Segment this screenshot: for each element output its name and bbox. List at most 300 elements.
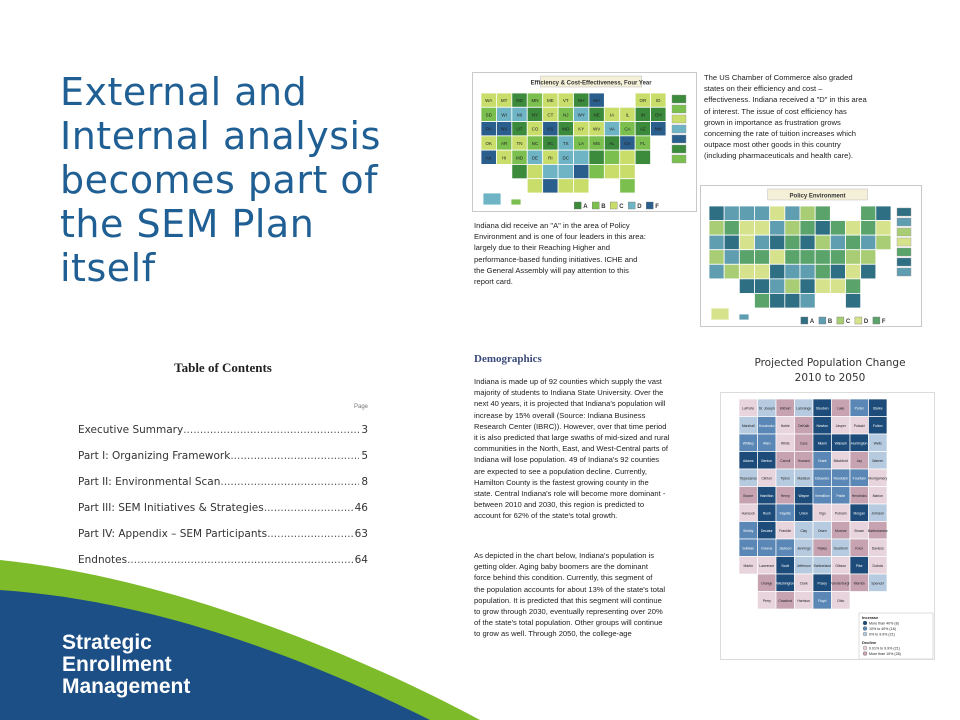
state-shape-hawaii [739,314,749,320]
county-label: Monroe [835,528,847,533]
state-label: OH [654,112,662,118]
county-label: Pulaski [853,423,865,428]
county-label: Decatur [760,528,773,533]
text-line: next 40 years, it is projected that Indiana's population will [474,399,666,409]
title-line: itself [60,246,156,290]
brand-line: Enrollment [62,653,172,676]
text-line: getting older. Aging baby boomers are the dominant [474,562,648,572]
state-label: VA [609,126,615,132]
population-legend-increase-title: Increase [862,615,879,620]
sidebar-state-box [897,268,911,276]
state-shape [815,235,830,250]
text-line: Indiana is made up of 92 counties which supply the vast [474,377,662,386]
sidebar-state-box [672,115,686,123]
county-label: LaGrange [796,406,812,411]
state-label: VT [562,98,569,104]
grade-legend-label: F [655,204,659,210]
grade-legend-swatch [610,202,617,209]
state-label: GA [624,141,631,146]
county-label: Lawrence [759,563,775,568]
county-label: Parke [836,493,846,498]
population-legend-label: More than 10% (28) [869,652,901,656]
state-shape [800,250,815,265]
county-label: Adams [742,458,754,463]
demographics-heading: Demographics [474,353,542,365]
state-shape [739,221,754,236]
county-label: Vermillion [814,493,830,498]
state-label: MS [593,141,600,146]
county-label: Montgomery [868,476,888,481]
county-label: Rush [762,511,771,516]
text-line: of the state's total population. Other groups will continue [474,618,663,628]
state-label: CA [624,126,631,132]
text-line: the population accounts for about 13% of the state's total [474,584,666,594]
state-label: AK [485,155,492,161]
county-label: LaPorte [742,406,755,411]
toc-entry-page: 3 [361,424,368,436]
toc-entry-label: Part IV: Appendix – SEM Participants [78,528,268,540]
county-label: Warrick [853,581,865,586]
text-line: between 2010 and 2030, this region is predicted to [474,500,645,510]
grade-legend-swatch [801,317,808,324]
state-label: OR [639,98,647,104]
state-shape [770,293,785,308]
state-shape [846,250,861,265]
toc-entry-page: 64 [354,554,368,566]
population-legend-swatch [863,646,867,650]
county-label: Owen [817,528,827,533]
state-shape [589,164,604,178]
text-line: of interest. The issue of cost efficiency has [704,106,847,116]
county-label: Scott [781,563,790,568]
state-label: AL [609,141,615,146]
state-label: DC [562,155,570,161]
sidebar-state-box [897,218,911,226]
grade-legend-label: C [619,204,624,210]
text-line: largely due to their Reaching Higher and [474,243,610,253]
state-label: ID [656,98,661,104]
grade-legend-swatch [837,317,844,324]
state-label: CO [531,126,539,132]
state-shape [770,206,785,221]
state-shape [785,293,800,308]
text-line: report card. [474,277,513,287]
sidebar-state-box [672,125,686,133]
state-shape [785,250,800,265]
population-legend-label: 10% to 40% (18) [869,627,896,631]
toc-entry [78,514,368,540]
state-shape [770,264,785,279]
state-shape [620,164,635,178]
state-shape [830,264,845,279]
toc-page-header: Page [353,404,368,410]
county-label: Jennings [796,546,811,551]
county-label: Kosciusko [759,423,775,428]
county-label: Dubois [872,563,884,568]
state-shape [876,206,891,221]
state-shape [604,150,619,164]
population-map-title [720,356,940,386]
county-label: Washington [776,581,795,586]
state-shape [815,279,830,294]
state-shape-alaska [483,193,501,205]
state-shape [724,235,739,250]
county-label: Starke [872,406,883,411]
county-label: Vanderburgh [831,581,851,586]
state-label: NE [593,112,600,118]
population-map-svg [721,393,935,660]
state-shape [527,164,542,178]
state-shape [709,221,724,236]
state-shape [800,235,815,250]
county-label: Daviess [871,546,884,551]
county-label: Hamilton [760,493,774,498]
population-legend-swatch [863,632,867,636]
state-shape [709,235,724,250]
county-label: Clay [800,528,808,533]
state-shape [543,164,558,178]
state-shape [800,264,815,279]
population-legend-label: 0% to 9.9% (21) [869,632,895,637]
grade-legend-swatch [628,202,635,209]
text-line: grown in importance as frustration grows [704,117,841,127]
county-label: Whitley [742,441,754,446]
population-legend-label: 0.01% to 9.9% (21) [869,646,900,651]
title-line: Internal analysis [60,114,381,158]
county-label: Wabash [834,441,847,446]
toc-leader-dots [220,476,359,488]
county-label: Sullivan [742,546,755,551]
text-line: account for 62% of the state's total growth. [474,511,618,521]
state-shape [739,264,754,279]
state-shape [785,221,800,236]
text-line: effectiveness. Indiana received a "D" in this area [704,95,867,105]
county-label: Hendricks [851,493,867,498]
toc-entry-page: 63 [354,528,368,540]
state-shape [830,279,845,294]
policy-map [700,185,922,327]
text-line: population. It is predicted that this segment will continue [474,595,662,605]
state-label: LA [578,141,584,146]
state-label: HI [501,155,507,161]
state-shape [846,221,861,236]
county-label: Newton [816,423,828,428]
text-line: to grow as well. Through 2050, the college-age [474,629,632,639]
state-shape [770,279,785,294]
grade-legend-label: D [863,319,869,325]
toc-leader-dots [230,450,359,462]
state-label: MI [517,112,523,118]
county-label: Randolph [833,476,849,481]
county-label: Union [799,511,809,516]
toc-entry-page: 46 [354,502,368,514]
state-label: NJ [563,112,569,118]
state-label: NC [531,141,539,146]
county-label: Posey [817,581,827,586]
state-shape [785,206,800,221]
population-legend-decline-title: Decline [862,640,877,645]
county-label: Wells [873,441,882,446]
demographics-paragraph-1 [474,376,714,522]
state-label: KS [547,126,554,132]
state-shape [800,221,815,236]
county-label: Jefferson [796,563,811,568]
county-label: Huntington [851,441,868,446]
sidebar-state-box [672,135,686,143]
toc-entry [78,540,368,566]
state-label: WI [501,112,507,118]
text-line: As depicted in the chart below, Indiana's population is [474,551,655,560]
county-label: Gibson [835,563,847,568]
state-shape [755,250,770,265]
county-label: Miami [817,441,827,446]
text-line: Hamilton County is the fastest growing county in the [474,477,649,487]
state-label: AR [500,141,508,146]
state-label: MD [516,155,524,161]
population-legend-label: More than 40% (8) [869,621,899,626]
state-label: NH [577,98,585,104]
state-label: SD [485,112,492,118]
state-shape [846,235,861,250]
state-shape [620,179,635,193]
state-shape [589,150,604,164]
county-label: Floyd [818,598,827,603]
state-shape [846,264,861,279]
county-label: Jasper [835,423,846,428]
state-shape [815,206,830,221]
county-label: Porter [854,406,864,411]
state-shape [755,293,770,308]
county-label: Fountain [852,476,866,481]
state-label: WY [577,112,585,118]
state-shape [709,264,724,279]
county-label: Perry [762,598,771,603]
text-line: The US Chamber of Commerce also graded [704,73,853,82]
brand-line: Management [62,675,191,698]
county-label: Tippecanoe [739,476,758,481]
sidebar-state-box [672,95,686,103]
demographics-paragraph-2 [474,550,714,640]
state-label: CT [547,112,554,118]
state-shape [739,206,754,221]
county-label: Putnam [834,511,847,516]
state-shape [739,235,754,250]
county-label: Tipton [780,476,790,481]
toc-leader-dots [127,554,353,566]
state-shape [800,206,815,221]
text-line: the General Assembly will pay attention to this [474,265,629,275]
county-label: Bartholomew [867,528,888,533]
grade-legend-swatch [646,202,653,209]
state-shape [770,235,785,250]
sidebar-state-box [672,145,686,153]
text-line: state. Central Indiana's role will become more dominant - [474,489,666,499]
state-label: OK [485,141,492,146]
county-label: Allen [762,441,771,446]
toc-entry [78,410,368,436]
state-shape [830,221,845,236]
county-label: Noble [780,423,790,428]
state-shape [785,279,800,294]
state-label: TX [562,141,569,146]
state-shape [861,250,876,265]
text-line: force behind this condition. Currently, this segment of [474,573,653,583]
policy-text [474,220,694,287]
toc-entry-label: Part III: SEM Initiatives & Strategies [78,502,264,514]
state-shape [815,264,830,279]
map-title: Efficiency & Cost-Effectiveness, Four Year [530,80,652,87]
state-shape [755,264,770,279]
toc-entry-label: Part II: Environmental Scan [78,476,221,488]
state-label: MN [531,98,539,104]
policy-map-svg [701,186,922,327]
toc-entry-page: 8 [361,476,368,488]
state-shape [800,293,815,308]
text-line: Research Center (IBRC)). However, over that time period [474,421,667,431]
county-label: Steuben [815,406,829,411]
state-label: TN [516,141,523,146]
state-shape [604,164,619,178]
county-label: Morgan [853,511,865,516]
state-label: ME [547,98,554,104]
slide-title [60,70,440,290]
population-map-title-line: Projected Population Change [754,357,906,369]
grade-legend-swatch [855,317,862,324]
state-label: IN [640,112,646,118]
county-label: Warren [872,458,884,463]
state-shape [800,279,815,294]
grade-legend-label: A [809,319,815,325]
county-label: Fayette [779,511,791,516]
state-shape [558,179,573,193]
state-shape-alaska [711,308,729,320]
state-label: IL [625,112,630,118]
map-title: Policy Environment [789,193,846,200]
state-shape [861,221,876,236]
state-label: AZ [639,126,646,132]
text-line: are expected to see a population decline. Currently, [474,466,647,476]
brand-line: Strategic [62,631,152,654]
state-shape [724,221,739,236]
state-label: DE [531,155,539,161]
county-label: St. Joseph [758,406,775,411]
state-shape [574,179,589,193]
county-label: Benton [761,458,773,463]
sidebar-state-box [897,258,911,266]
state-shape [724,206,739,221]
county-label: Boone [743,493,754,498]
state-shape [724,264,739,279]
state-label: RI [548,155,553,161]
grade-legend-swatch [592,202,599,209]
county-label: Jackson [779,546,792,551]
state-shape [527,179,542,193]
population-map [720,392,935,660]
text-line: Indiana did receive an "A" in the area of Policy [474,221,630,230]
toc-entry-label: Part I: Organizing Framework [78,450,231,462]
state-shape [876,235,891,250]
county-label: Grant [818,458,827,463]
county-label: Blackford [833,458,848,463]
text-line: states on their efficiency and cost – [704,84,823,94]
text-line: increase by 15% overall (Source: Indiana Business [474,410,646,420]
county-label: DeKalb [798,423,810,428]
state-label: FL [640,141,646,146]
state-label: KY [578,126,585,132]
toc-leader-dots [183,424,359,436]
county-label: Dearborn [833,546,848,551]
state-shape [512,164,527,178]
county-label: Knox [855,546,864,551]
county-label: Pike [855,563,863,568]
county-label: Marion [872,493,883,498]
state-label: UT [516,126,523,132]
toc-entry-page: 5 [361,450,368,462]
state-shape [770,250,785,265]
table-of-contents [78,360,368,566]
state-shape [830,235,845,250]
title-line: the SEM Plan [60,202,315,246]
county-label: Jay [856,458,862,463]
county-label: Hancock [741,511,755,516]
brand-logo-text [62,632,262,698]
toc-entry [78,462,368,488]
state-label: MA [593,98,600,104]
toc-entry-label: Executive Summary [78,424,184,436]
county-label: Spencer [871,581,885,586]
county-label: Brown [854,528,865,533]
grade-legend-swatch [819,317,826,324]
grade-legend-label: C [845,319,851,325]
county-label: Elkhart [779,406,791,411]
population-map-title-line: 2010 to 2050 [794,372,866,384]
text-line: majority of students to Indiana State University. Over the [474,388,664,398]
grade-legend-label: B [601,204,606,210]
county-label: Wayne [798,493,809,498]
efficiency-map [472,72,697,212]
county-label: Clinton [761,476,773,481]
state-shape [620,150,635,164]
grade-legend-swatch [574,202,581,209]
county-label: Crawford [778,598,793,603]
state-shape [558,164,573,178]
county-label: Clark [799,581,808,586]
toc-leader-dots [267,528,353,540]
efficiency-map-svg [473,73,697,212]
state-shape [861,235,876,250]
toc-entry-label: Endnotes [78,554,128,566]
efficiency-text [704,72,934,162]
county-label: Carroll [780,458,791,463]
state-shape [770,221,785,236]
grade-legend-label: B [827,319,833,325]
county-label: Ohio [837,598,845,603]
state-shape [755,235,770,250]
county-label: Vigo [818,511,826,516]
population-legend-swatch [863,652,867,656]
state-shape [861,206,876,221]
sidebar-state-box [897,228,911,236]
text-line: Environment and is one of four leaders in this area: [474,232,646,242]
grade-legend-label: F [881,319,886,325]
sidebar-state-box [672,105,686,113]
state-label: WA [485,98,493,104]
sidebar-state-box [672,155,686,163]
county-label: Greene [761,546,773,551]
county-label: Lake [837,406,845,411]
state-shape [709,250,724,265]
state-shape [830,250,845,265]
